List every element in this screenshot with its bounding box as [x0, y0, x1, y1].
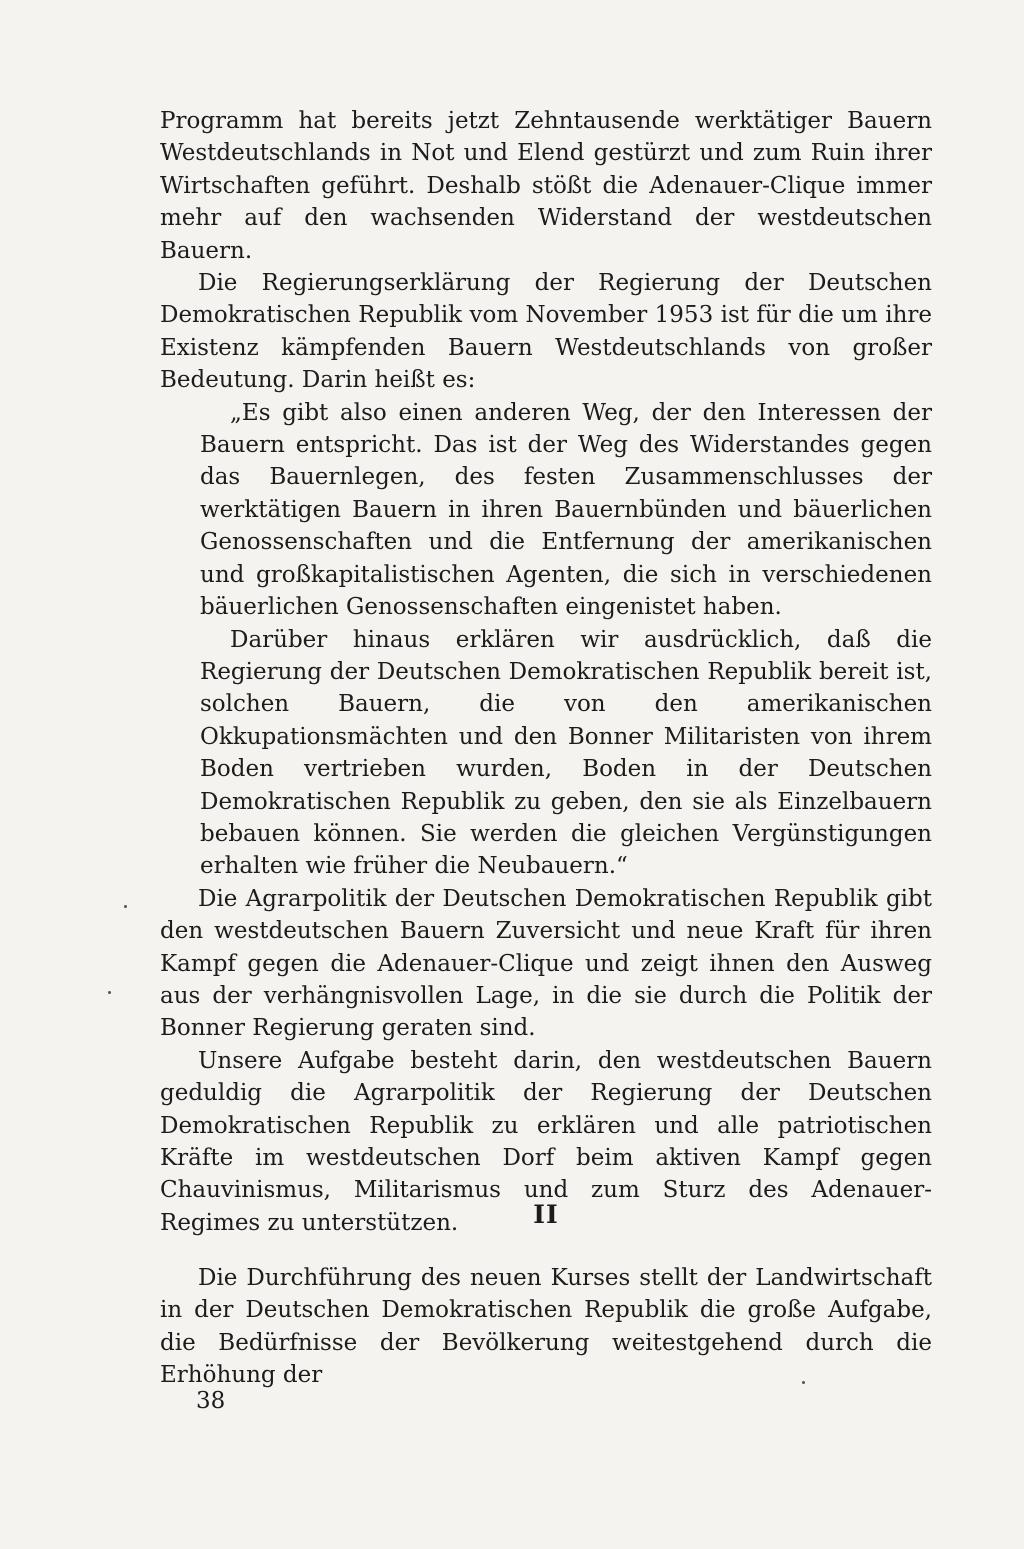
page-number: 38 [196, 1388, 226, 1414]
quote-paragraph-1: „Es gibt also einen anderen Weg, der den Interessen der Bauern entspricht. Das ist der Weg des Widerstandes gegen das Bauernlegen, des festen Zusammenschlusses der werktätigen Bauern in ihren Bauernbünden und bäuerlichen Genossenschaften und die Entfernung der amerikanischen und großkapitalistischen Agenten, die sich in verschiedenen bäuerlichen Genossenschaften eingenistet haben. [200, 399, 932, 621]
body-paragraph-2: Die Regierungserklärung der Regierung der Deutschen Demokratischen Republik vom November 1953 ist für die um ihre Existenz kämpfenden Bauern Westdeutschlands von großer Bedeutung. Darin heißt es: [160, 270, 932, 394]
text-column [160, 105, 932, 1389]
body-paragraph-1: Programm hat bereits jetzt Zehntausende werktätiger Bauern Westdeutschlands in Not und Elend gestürzt und zum Ruin ihrer Wirtschaften geführt. Deshalb stößt die Adenauer-Clique immer mehr auf den wachsenden Widerstand der westdeutschen Bauern. [160, 108, 932, 264]
quote-paragraph-2: Darüber hinaus erklären wir ausdrücklich, daß die Regierung der Deutschen Demokratischen Republik bereit ist, solchen Bauern, die von den amerikanischen Okkupationsmächten und den Bonner Militaristen von ihrem Boden vertrieben wurden, Boden in der Deutschen Demokratischen Republik zu geben, den sie als Einzelbauern bebauen können. Sie werden die gleichen Vergünstigungen erhalten wie früher die Neubauern.“ [200, 626, 932, 880]
body-paragraph-3: Die Agrarpolitik der Deutschen Demokratischen Republik gibt den westdeutschen Bauern Zuversicht und neue Kraft für ihren Kampf gegen die Adenauer-Clique und zeigt ihnen den Ausweg aus der verhängnisvollen Lage, in die sie durch die Politik der Bonner Regierung geraten sind. [160, 885, 932, 1042]
body-paragraph-4: Unsere Aufgabe besteht darin, den westdeutschen Bauern geduldig die Agrarpolitik der Regierung der Deutschen Demokratischen Republik zu erklären und alle patriotischen Kräfte im westdeutschen Dorf beim aktiven Kampf gegen Chauvinismus, Militarismus und zum Sturz des Adenauer-Regimes zu unterstützen. [160, 1047, 932, 1236]
section-body [160, 1262, 932, 1392]
section-heading: II [533, 1200, 559, 1229]
scan-speck [108, 991, 111, 994]
scan-speck [802, 1381, 805, 1384]
scan-speck [124, 905, 127, 908]
body-paragraph-5: Die Durchführung des neuen Kurses stellt der Landwirtschaft in der Deutschen Demokratischen Republik die große Aufgabe, die Bedürfnisse der Bevölkerung weitestgehend durch die Erhöhung der [160, 1265, 932, 1389]
